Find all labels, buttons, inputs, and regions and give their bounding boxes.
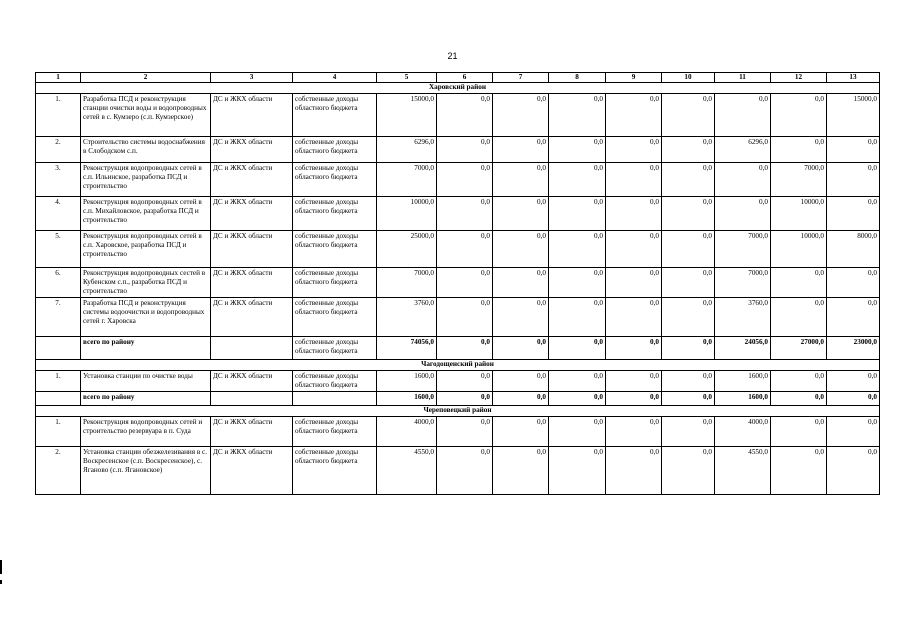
executor: ДС и ЖКХ области bbox=[211, 163, 293, 197]
executor bbox=[211, 337, 293, 360]
amount-cell: 0,0 bbox=[549, 163, 606, 197]
header-row bbox=[36, 73, 880, 83]
amount-cell: 0,0 bbox=[662, 231, 715, 268]
amount-cell: 0,0 bbox=[771, 417, 827, 447]
amount-cell: 0,0 bbox=[715, 163, 771, 197]
amount-cell: 0,0 bbox=[606, 94, 662, 137]
table-row bbox=[36, 298, 880, 337]
margin-mark bbox=[0, 560, 2, 574]
amount-cell: 7000,0 bbox=[771, 163, 827, 197]
amount-cell: 0,0 bbox=[662, 298, 715, 337]
row-number: 2. bbox=[36, 137, 81, 163]
amount-cell: 0,0 bbox=[493, 137, 549, 163]
table-row bbox=[36, 163, 880, 197]
total-amount-cell: 1600,0 bbox=[715, 392, 771, 406]
section-title-row bbox=[36, 406, 880, 417]
amount-cell: 6296,0 bbox=[377, 137, 437, 163]
funding-source: собственные доходы областного бюджета bbox=[293, 268, 377, 298]
amount-cell: 0,0 bbox=[493, 298, 549, 337]
amount-cell: 0,0 bbox=[606, 298, 662, 337]
amount-cell: 15000,0 bbox=[827, 94, 880, 137]
row-number bbox=[36, 337, 81, 360]
total-amount-cell: 27000,0 bbox=[771, 337, 827, 360]
executor: ДС и ЖКХ области bbox=[211, 197, 293, 231]
funding-source: собственные доходы областного бюджета bbox=[293, 197, 377, 231]
amount-cell: 0,0 bbox=[662, 268, 715, 298]
row-number: 4. bbox=[36, 197, 81, 231]
amount-cell: 0,0 bbox=[606, 417, 662, 447]
section-title: Чагодощенский район bbox=[36, 360, 880, 371]
total-row bbox=[36, 392, 880, 406]
amount-cell: 0,0 bbox=[437, 231, 493, 268]
amount-cell: 0,0 bbox=[437, 298, 493, 337]
amount-cell: 1600,0 bbox=[377, 371, 437, 392]
section-title-row bbox=[36, 360, 880, 371]
amount-cell: 0,0 bbox=[662, 417, 715, 447]
table-row bbox=[36, 197, 880, 231]
total-amount-cell: 0,0 bbox=[606, 392, 662, 406]
amount-cell: 4000,0 bbox=[715, 417, 771, 447]
total-amount-cell: 0,0 bbox=[606, 337, 662, 360]
header-cell: 4 bbox=[293, 73, 377, 83]
amount-cell: 25000,0 bbox=[377, 231, 437, 268]
funding-source: собственные доходы областного бюджета bbox=[293, 298, 377, 337]
amount-cell: 0,0 bbox=[493, 231, 549, 268]
header-cell: 5 bbox=[377, 73, 437, 83]
section-title: Харовский район bbox=[36, 83, 880, 94]
amount-cell: 0,0 bbox=[662, 137, 715, 163]
amount-cell: 0,0 bbox=[606, 163, 662, 197]
row-number bbox=[36, 392, 81, 406]
total-amount-cell: 0,0 bbox=[549, 392, 606, 406]
project-name: Установка станции обезжелезивания в с. Воскресенское (с.п. Воскресенское), с. Яганово (с.п. Ягановское) bbox=[81, 447, 211, 495]
total-amount-cell: 0,0 bbox=[662, 392, 715, 406]
table-row bbox=[36, 137, 880, 163]
total-amount-cell: 24056,0 bbox=[715, 337, 771, 360]
row-number: 5. bbox=[36, 231, 81, 268]
total-amount-cell: 74056,0 bbox=[377, 337, 437, 360]
section-title-row bbox=[36, 83, 880, 94]
amount-cell: 0,0 bbox=[437, 94, 493, 137]
amount-cell: 4550,0 bbox=[715, 447, 771, 495]
amount-cell: 0,0 bbox=[493, 371, 549, 392]
row-number: 2. bbox=[36, 447, 81, 495]
amount-cell: 0,0 bbox=[549, 298, 606, 337]
executor: ДС и ЖКХ области bbox=[211, 298, 293, 337]
amount-cell: 0,0 bbox=[662, 371, 715, 392]
executor: ДС и ЖКХ области bbox=[211, 268, 293, 298]
row-number: 1. bbox=[36, 94, 81, 137]
amount-cell: 0,0 bbox=[606, 268, 662, 298]
funding-source: собственные доходы областного бюджета bbox=[293, 137, 377, 163]
project-name: Установка станции по очистке воды bbox=[81, 371, 211, 392]
executor: ДС и ЖКХ области bbox=[211, 94, 293, 137]
budget-table bbox=[35, 72, 880, 495]
total-amount-cell: 0,0 bbox=[771, 392, 827, 406]
amount-cell: 0,0 bbox=[771, 137, 827, 163]
executor: ДС и ЖКХ области bbox=[211, 447, 293, 495]
amount-cell: 10000,0 bbox=[377, 197, 437, 231]
total-amount-cell: 0,0 bbox=[493, 392, 549, 406]
header-cell: 10 bbox=[662, 73, 715, 83]
amount-cell: 0,0 bbox=[493, 268, 549, 298]
amount-cell: 4550,0 bbox=[377, 447, 437, 495]
amount-cell: 0,0 bbox=[493, 94, 549, 137]
executor: ДС и ЖКХ области bbox=[211, 231, 293, 268]
total-row bbox=[36, 337, 880, 360]
section-title: Череповецкий район bbox=[36, 406, 880, 417]
funding-source bbox=[293, 392, 377, 406]
amount-cell: 0,0 bbox=[771, 447, 827, 495]
total-amount-cell: 0,0 bbox=[827, 392, 880, 406]
table-row bbox=[36, 268, 880, 298]
amount-cell: 0,0 bbox=[549, 268, 606, 298]
header-cell: 3 bbox=[211, 73, 293, 83]
executor: ДС и ЖКХ области bbox=[211, 371, 293, 392]
amount-cell: 0,0 bbox=[827, 447, 880, 495]
project-name: Реконструкция водопроводных сестей в Кубенском с.п., разработка ПСД и строительство bbox=[81, 268, 211, 298]
amount-cell: 7000,0 bbox=[377, 163, 437, 197]
amount-cell: 0,0 bbox=[606, 197, 662, 231]
amount-cell: 0,0 bbox=[827, 298, 880, 337]
funding-source: собственные доходы областного бюджета bbox=[293, 371, 377, 392]
header-cell: 6 bbox=[437, 73, 493, 83]
page-number: 21 bbox=[447, 51, 458, 61]
table-row bbox=[36, 447, 880, 495]
row-number: 1. bbox=[36, 371, 81, 392]
header-cell: 9 bbox=[606, 73, 662, 83]
project-name: Реконструкция водопроводных сетей в с.п. Михайловское, разработка ПСД и строительство bbox=[81, 197, 211, 231]
amount-cell: 0,0 bbox=[549, 447, 606, 495]
amount-cell: 0,0 bbox=[827, 371, 880, 392]
table-body bbox=[36, 73, 880, 495]
funding-source: собственные доходы областного бюджета bbox=[293, 447, 377, 495]
amount-cell: 0,0 bbox=[662, 94, 715, 137]
amount-cell: 0,0 bbox=[827, 197, 880, 231]
amount-cell: 0,0 bbox=[437, 371, 493, 392]
project-name: Разработка ПСД и реконструкция системы водоочистки и водопроводных сетей г. Харовска bbox=[81, 298, 211, 337]
amount-cell: 0,0 bbox=[437, 447, 493, 495]
amount-cell: 0,0 bbox=[493, 163, 549, 197]
amount-cell: 0,0 bbox=[493, 417, 549, 447]
amount-cell: 0,0 bbox=[606, 447, 662, 495]
amount-cell: 15000,0 bbox=[377, 94, 437, 137]
table-row bbox=[36, 417, 880, 447]
total-amount-cell: 0,0 bbox=[662, 337, 715, 360]
executor: ДС и ЖКХ области bbox=[211, 137, 293, 163]
funding-source: собственные доходы областного бюджета bbox=[293, 163, 377, 197]
amount-cell: 0,0 bbox=[715, 197, 771, 231]
total-amount-cell: 0,0 bbox=[549, 337, 606, 360]
amount-cell: 7000,0 bbox=[377, 268, 437, 298]
amount-cell: 0,0 bbox=[437, 268, 493, 298]
header-cell: 12 bbox=[771, 73, 827, 83]
amount-cell: 7000,0 bbox=[715, 268, 771, 298]
amount-cell: 10000,0 bbox=[771, 231, 827, 268]
amount-cell: 0,0 bbox=[827, 163, 880, 197]
header-cell: 1 bbox=[36, 73, 81, 83]
amount-cell: 0,0 bbox=[662, 197, 715, 231]
table-row bbox=[36, 231, 880, 268]
amount-cell: 0,0 bbox=[771, 268, 827, 298]
amount-cell: 0,0 bbox=[606, 371, 662, 392]
amount-cell: 0,0 bbox=[549, 137, 606, 163]
total-label: всего по району bbox=[81, 392, 211, 406]
funding-source: собственные доходы областного бюджета bbox=[293, 94, 377, 137]
project-name: Строительство системы водоснабжения в Слободском с.п. bbox=[81, 137, 211, 163]
header-cell: 2 bbox=[81, 73, 211, 83]
total-amount-cell: 1600,0 bbox=[377, 392, 437, 406]
funding-source: собственные доходы областного бюджета bbox=[293, 417, 377, 447]
row-number: 7. bbox=[36, 298, 81, 337]
amount-cell: 0,0 bbox=[662, 163, 715, 197]
amount-cell: 6296,0 bbox=[715, 137, 771, 163]
amount-cell: 0,0 bbox=[549, 417, 606, 447]
amount-cell: 0,0 bbox=[606, 231, 662, 268]
table-row bbox=[36, 371, 880, 392]
row-number: 1. bbox=[36, 417, 81, 447]
amount-cell: 0,0 bbox=[662, 447, 715, 495]
executor bbox=[211, 392, 293, 406]
row-number: 6. bbox=[36, 268, 81, 298]
amount-cell: 0,0 bbox=[771, 371, 827, 392]
header-cell: 13 bbox=[827, 73, 880, 83]
amount-cell: 0,0 bbox=[771, 94, 827, 137]
total-amount-cell: 0,0 bbox=[437, 392, 493, 406]
amount-cell: 8000,0 bbox=[827, 231, 880, 268]
amount-cell: 0,0 bbox=[437, 417, 493, 447]
amount-cell: 0,0 bbox=[493, 447, 549, 495]
project-name: Реконструкция водопроводных сетей и строительство резервуара в п. Суда bbox=[81, 417, 211, 447]
amount-cell: 3760,0 bbox=[715, 298, 771, 337]
project-name: Реконструкция водопроводных сетей в с.п. Ильинское, разработка ПСД и строительство bbox=[81, 163, 211, 197]
executor: ДС и ЖКХ области bbox=[211, 417, 293, 447]
project-name: Реконструкция водопроводных сетей в с.п. Харовское, разработка ПСД и строительство bbox=[81, 231, 211, 268]
amount-cell: 0,0 bbox=[715, 94, 771, 137]
funding-source: собственные доходы областного бюджета bbox=[293, 337, 377, 360]
amount-cell: 4000,0 bbox=[377, 417, 437, 447]
amount-cell: 0,0 bbox=[827, 268, 880, 298]
header-cell: 8 bbox=[549, 73, 606, 83]
header-cell: 11 bbox=[715, 73, 771, 83]
amount-cell: 0,0 bbox=[827, 417, 880, 447]
amount-cell: 0,0 bbox=[437, 163, 493, 197]
total-amount-cell: 0,0 bbox=[493, 337, 549, 360]
margin-mark bbox=[0, 580, 2, 584]
amount-cell: 0,0 bbox=[606, 137, 662, 163]
total-amount-cell: 0,0 bbox=[437, 337, 493, 360]
amount-cell: 7000,0 bbox=[715, 231, 771, 268]
amount-cell: 10000,0 bbox=[771, 197, 827, 231]
table-row bbox=[36, 94, 880, 137]
amount-cell: 0,0 bbox=[771, 298, 827, 337]
amount-cell: 0,0 bbox=[493, 197, 549, 231]
amount-cell: 0,0 bbox=[549, 197, 606, 231]
amount-cell: 0,0 bbox=[549, 231, 606, 268]
header-cell: 7 bbox=[493, 73, 549, 83]
amount-cell: 0,0 bbox=[437, 197, 493, 231]
total-amount-cell: 23000,0 bbox=[827, 337, 880, 360]
amount-cell: 3760,0 bbox=[377, 298, 437, 337]
amount-cell: 0,0 bbox=[437, 137, 493, 163]
row-number: 3. bbox=[36, 163, 81, 197]
amount-cell: 0,0 bbox=[549, 94, 606, 137]
project-name: Разработка ПСД и реконструкция станции очистки воды и водопроводных сетей в с. Кумзеро (с.п. Кумзерское) bbox=[81, 94, 211, 137]
amount-cell: 0,0 bbox=[549, 371, 606, 392]
amount-cell: 0,0 bbox=[827, 137, 880, 163]
amount-cell: 1600,0 bbox=[715, 371, 771, 392]
funding-source: собственные доходы областного бюджета bbox=[293, 231, 377, 268]
total-label: всего по району bbox=[81, 337, 211, 360]
